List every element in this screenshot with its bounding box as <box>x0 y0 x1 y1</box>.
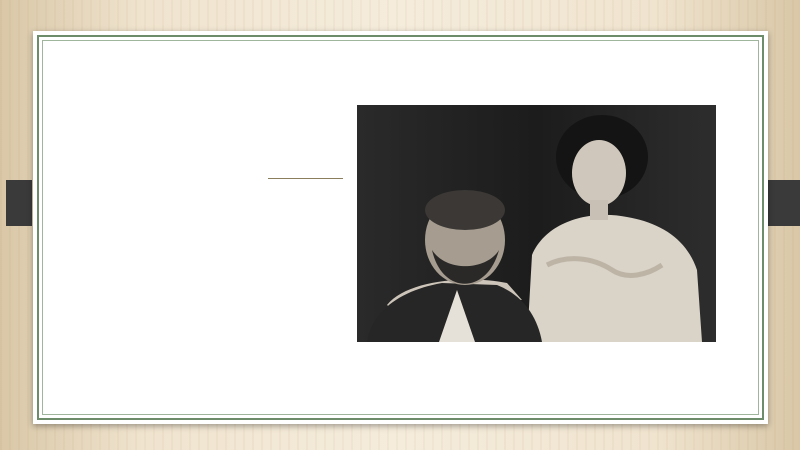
photo <box>357 105 716 342</box>
underline-mark <box>268 178 343 179</box>
photo-illustration <box>357 105 716 342</box>
right-edge-tab <box>767 180 800 226</box>
left-edge-tab <box>6 180 32 226</box>
slide <box>33 31 768 424</box>
